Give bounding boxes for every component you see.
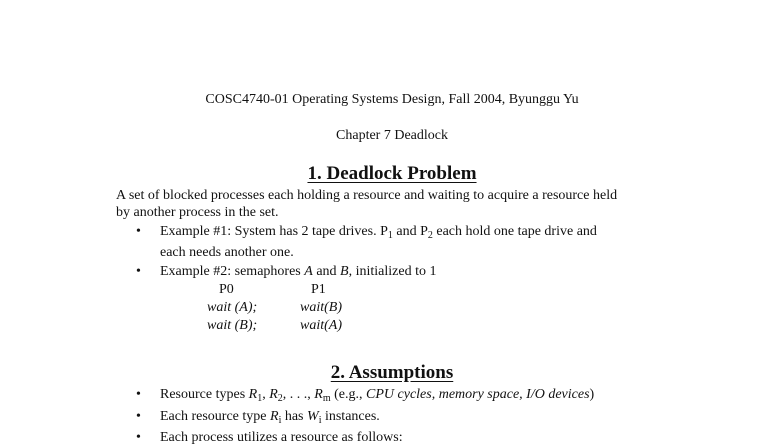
p0-wait-b: wait (B); [207,318,258,333]
resource-instances-bullet: • Each resource type $R_i$ has $W_i$ instances. [136,409,380,426]
example-1-bullet: • Example #1: System has 2 tape drives. $P_1$ and $P_2$ each hold one tape drive and [136,224,597,241]
process-p0-label: P0 [219,282,234,297]
document-header: COSC4740-01 Operating Systems Design, Fall 2004, Byunggu Yu [205,92,579,107]
bullet-marker: • [136,224,141,239]
example-2-bullet: • Example #2: semaphores A and B, initialized to 1 [136,264,437,279]
process-p1-label: P1 [311,282,326,297]
resource-utilization-bullet: • Each process utilizes a resource as follows: [136,430,403,445]
bullet-marker: • [136,264,141,279]
resource-types-bullet: • Resource types $R_1$, $R_2$, . . ., $R_m$ (e.g., CPU cycles, memory space, I/O devices) [136,387,595,404]
intro-line-2: by another process in the set. [116,205,279,220]
bullet-marker: • [136,409,141,424]
p0-wait-a: wait (A); [207,300,258,315]
p1-wait-a: wait(A) [300,318,342,333]
chapter-title: Chapter 7 Deadlock [336,128,448,143]
section-title-deadlock-problem: 1. Deadlock Problem [307,163,477,184]
example-1-continuation: each needs another one. [160,245,294,260]
p1-wait-b: wait(B) [300,300,342,315]
section-title-assumptions: 2. Assumptions [330,362,454,383]
bullet-marker: • [136,430,141,445]
bullet-marker: • [136,387,141,402]
intro-line-1: A set of blocked processes each holding a resource and waiting to acquire a resource held [116,188,618,203]
